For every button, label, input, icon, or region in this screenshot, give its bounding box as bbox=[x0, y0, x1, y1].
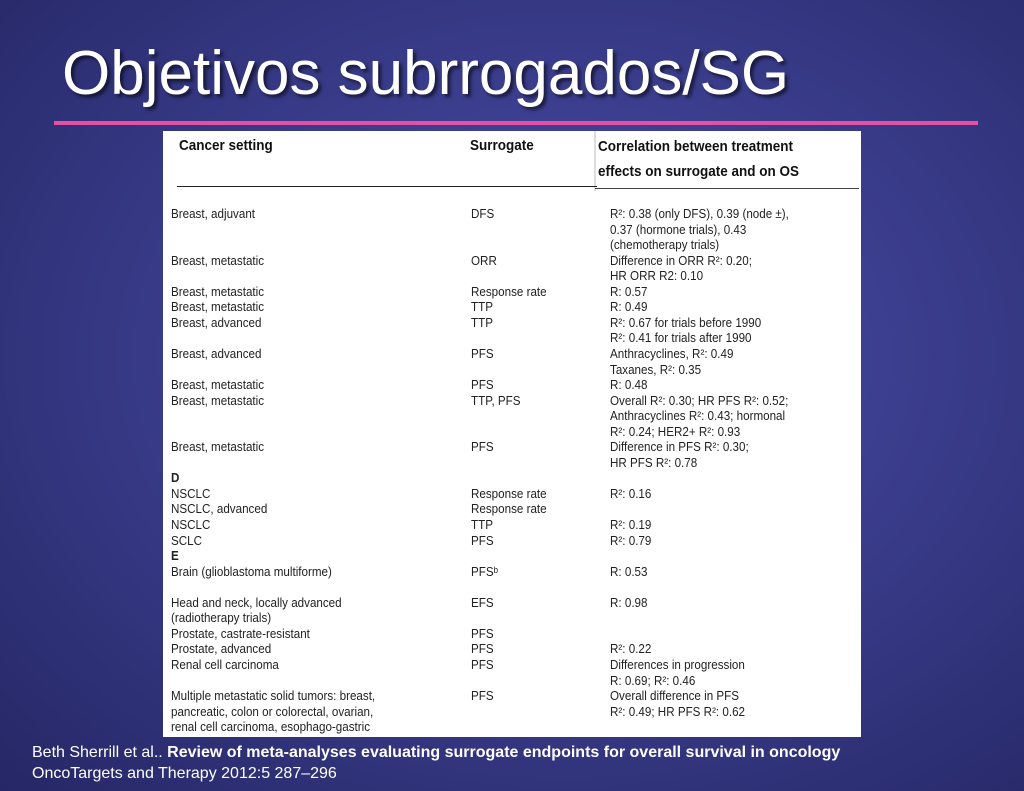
table-cell-correlation: R: 0.53 bbox=[610, 564, 648, 579]
table-cell-surrogate: Response rate bbox=[471, 502, 547, 517]
surrogate-endpoints-table bbox=[163, 131, 861, 737]
table-cell-correlation: R²: 0.24; HER2+ R²: 0.93 bbox=[610, 424, 741, 439]
table-cell-correlation: R²: 0.67 for trials before 1990 bbox=[610, 315, 762, 330]
table-cell-correlation: R: 0.49 bbox=[610, 300, 648, 315]
table-cell-correlation: R²: 0.38 (only DFS), 0.39 (node ±), bbox=[610, 207, 789, 221]
table-cell-setting: Breast, metastatic bbox=[171, 253, 265, 268]
table-cell-setting: (radiotherapy trials) bbox=[171, 611, 272, 626]
table-cell-surrogate: PFS bbox=[471, 346, 494, 361]
table-cell-surrogate: Response rate bbox=[471, 486, 547, 501]
citation bbox=[32, 742, 840, 784]
table-cell-correlation: R²: 0.19 bbox=[610, 518, 652, 532]
table-cell-correlation: Taxanes, R²: 0.35 bbox=[610, 362, 702, 377]
table-cell-setting: Brain (glioblastoma multiforme) bbox=[171, 564, 332, 579]
table-cell-surrogate: PFS bbox=[471, 440, 494, 455]
table-cell-correlation: 0.37 (hormone trials), 0.43 bbox=[610, 222, 747, 237]
table-cell-setting: Breast, metastatic bbox=[171, 378, 265, 393]
table-cell-correlation: Anthracyclines, R²: 0.49 bbox=[610, 346, 734, 361]
table-cell-setting: NSCLC bbox=[171, 518, 211, 532]
table-cell-correlation: R: 0.69; R²: 0.46 bbox=[610, 673, 696, 688]
table-cell-setting: NSCLC, advanced bbox=[171, 502, 268, 517]
table-cell-surrogate: TTP bbox=[471, 300, 493, 315]
table-cell-setting: E bbox=[171, 549, 179, 564]
table-cell-correlation: R²: 0.79 bbox=[610, 533, 652, 548]
table-cell-setting: Breast, adjuvant bbox=[171, 207, 256, 221]
table-cell-correlation: R: 0.98 bbox=[610, 595, 648, 610]
table-cell-correlation: R²: 0.41 for trials after 1990 bbox=[610, 331, 752, 346]
header-correlation-line2: effects on surrogate and on OS bbox=[598, 163, 800, 180]
table-cell-setting: Breast, advanced bbox=[171, 346, 262, 361]
table-cell-correlation: R: 0.48 bbox=[610, 378, 648, 393]
title-underline bbox=[54, 121, 978, 125]
table-cell-correlation: Overall difference in PFS bbox=[610, 689, 740, 704]
table-body bbox=[163, 131, 861, 737]
table-cell-setting: Breast, metastatic bbox=[171, 300, 265, 315]
table-cell-setting: Breast, metastatic bbox=[171, 393, 265, 408]
header-cancer-setting: Cancer setting bbox=[179, 137, 273, 154]
table-cell-setting: Multiple metastatic solid tumors: breast, bbox=[171, 689, 376, 704]
table-cell-correlation: Differences in progression bbox=[610, 657, 745, 672]
table-cell-setting: Breast, metastatic bbox=[171, 440, 265, 455]
table-cell-correlation: Anthracyclines R²: 0.43; hormonal bbox=[610, 409, 786, 424]
table-cell-surrogate: DFS bbox=[471, 207, 495, 221]
table-cell-surrogate: TTP bbox=[471, 518, 493, 532]
header-correlation-line1: Correlation between treatment bbox=[598, 138, 794, 155]
citation-authors: Beth Sherrill et al.. bbox=[32, 744, 168, 761]
table-cell-correlation: HR PFS R²: 0.78 bbox=[610, 455, 698, 470]
table-cell-correlation: HR ORR R2: 0.10 bbox=[610, 269, 704, 284]
table-cell-correlation: R: 0.57 bbox=[610, 284, 648, 299]
table-cell-correlation: R²: 0.49; HR PFS R²: 0.62 bbox=[610, 704, 746, 719]
header-surrogate: Surrogate bbox=[470, 137, 534, 154]
table-cell-correlation: Difference in ORR R²: 0.20; bbox=[610, 253, 752, 268]
table-cell-surrogate: EFS bbox=[471, 595, 494, 610]
table-cell-correlation: (chemotherapy trials) bbox=[610, 238, 720, 253]
table-cell-surrogate: PFS bbox=[471, 657, 494, 672]
citation-line1 bbox=[32, 742, 840, 763]
table-cell-setting: Prostate, advanced bbox=[171, 642, 272, 657]
table-cell-setting: D bbox=[171, 471, 180, 486]
slide-title: Objetivos subrrogados/SG bbox=[62, 39, 790, 108]
table-cell-surrogate: ORR bbox=[471, 253, 497, 268]
table-cell-setting: Prostate, castrate-resistant bbox=[171, 626, 310, 641]
table-cell-surrogate: PFSᵇ bbox=[471, 564, 498, 579]
citation-journal: OncoTargets and Therapy 2012:5 287–296 bbox=[32, 765, 337, 782]
table-cell-surrogate: PFS bbox=[471, 689, 494, 704]
table-cell-setting: Head and neck, locally advanced bbox=[171, 595, 342, 610]
table-cell-surrogate: Response rate bbox=[471, 284, 547, 299]
table-cell-setting: pancreatic, colon or colorectal, ovarian, bbox=[171, 704, 374, 719]
table-cell-surrogate: PFS bbox=[471, 626, 494, 641]
table-cell-correlation: R²: 0.22 bbox=[610, 642, 652, 657]
table-cell-setting: Renal cell carcinoma bbox=[171, 657, 279, 672]
table-cell-setting: Breast, metastatic bbox=[171, 284, 265, 299]
table-cell-setting: SCLC bbox=[171, 533, 203, 548]
citation-title: Review of meta-analyses evaluating surrogate endpoints for overall survival in oncology bbox=[167, 744, 841, 761]
table-cell-surrogate: PFS bbox=[471, 533, 494, 548]
table-cell-setting: renal cell carcinoma, esophago-gastric bbox=[171, 720, 371, 735]
table-cell-surrogate: PFS bbox=[471, 378, 494, 393]
table-cell-correlation: R²: 0.16 bbox=[610, 486, 652, 501]
table-cell-correlation: Difference in PFS R²: 0.30; bbox=[610, 440, 749, 455]
table-cell-setting: Breast, advanced bbox=[171, 315, 262, 330]
table-cell-surrogate: PFS bbox=[471, 642, 494, 657]
table-cell-correlation: Overall R²: 0.30; HR PFS R²: 0.52; bbox=[610, 393, 789, 408]
table-cell-surrogate: TTP bbox=[471, 315, 493, 330]
table-cell-setting: NSCLC bbox=[171, 486, 211, 501]
table-cell-surrogate: TTP, PFS bbox=[471, 393, 521, 408]
